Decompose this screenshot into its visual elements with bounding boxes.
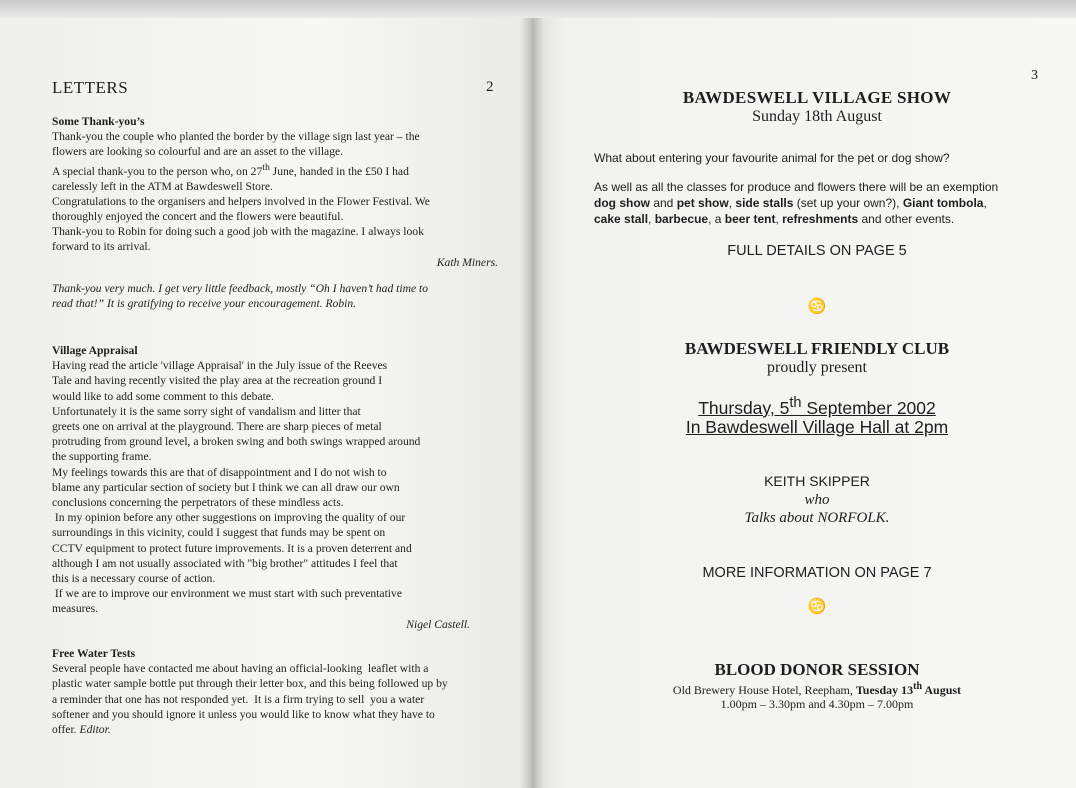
- letter-line: forward to its arrival.: [52, 240, 151, 254]
- letter-signature: Editor.: [79, 723, 111, 737]
- text-fragment: September 2002: [801, 397, 936, 418]
- letter-line: CCTV equipment to protect future improvements. It is a proven deterrent and: [52, 541, 412, 555]
- reply-line: read that!” It is gratifying to receive your encouragement. Robin.: [52, 297, 357, 311]
- text-fragment: A special thank-you to the person who, on 27: [52, 164, 263, 178]
- text-fragment: Old Brewery House Hotel, Reepham,: [672, 683, 856, 697]
- letter-line: a reminder that one has not responded yet. It is a firm trying to sell you a water: [52, 692, 425, 706]
- show-pet-line: What about entering your favourite animal for the pet or dog show?: [594, 151, 950, 165]
- club-title: BAWDESWELL FRIENDLY CLUB: [684, 339, 950, 358]
- club-more-info: MORE INFORMATION ON PAGE 7: [702, 565, 932, 581]
- text-fragment: , a: [708, 212, 725, 226]
- ornament-icon: ♋: [807, 599, 827, 615]
- letter-line: If we are to improve our environment we must start with such preventative: [52, 587, 402, 601]
- highlight-pet-show: pet show: [676, 196, 729, 210]
- text-fragment: June, handed in the £50 I had: [269, 164, 409, 178]
- text-fragment: and other events.: [858, 212, 955, 226]
- letter-line: My feelings towards this are that of disappointment and I do not wish to: [52, 465, 387, 479]
- letter-line: Several people have contacted me about having an official-looking leaflet with a: [52, 662, 429, 676]
- scan-top-edge: [0, 0, 1076, 20]
- superscript: th: [913, 681, 923, 692]
- text-fragment: ,: [728, 196, 736, 210]
- letter-line: this is a necessary course of action.: [52, 572, 216, 586]
- letter-line: would like to add some comment to this debate.: [52, 389, 274, 403]
- letter-free-water-tests: [52, 646, 498, 737]
- blood-donor-title: BLOOD DONOR SESSION: [714, 660, 920, 679]
- letter-line: Unfortunately it is the same sorry sight of vandalism and litter that: [52, 404, 361, 418]
- letter-line: softener and you should ignore it unless you would like to know what they have to: [52, 707, 435, 721]
- letter-line: blame any particular section of society but I think we can all draw our own: [52, 480, 400, 494]
- letter-line: Having read the article 'village Appraisal' in the July issue of the Reeves: [52, 359, 388, 373]
- letter-line: thoroughly enjoyed the concert and the flowers were beautiful.: [52, 210, 344, 224]
- letter-heading: Some Thank-you’s: [52, 115, 145, 128]
- page-title: LETTERS: [52, 78, 129, 97]
- club-who: who: [804, 492, 830, 508]
- highlight-refreshments: refreshments: [782, 212, 859, 226]
- club-talk-topic: Talks about NORFOLK.: [744, 510, 890, 526]
- show-title: BAWDESWELL VILLAGE SHOW: [682, 88, 952, 107]
- text-fragment: As well as all the classes for produce and flowers there will be an exemption: [594, 180, 999, 194]
- letter-line: In my opinion before any other suggestions on improving the quality of our: [52, 511, 406, 525]
- letter-line: plastic water sample bottle put through their letter box, and this being followed up by: [52, 677, 448, 691]
- letter-heading: Free Water Tests: [52, 647, 136, 660]
- show-details-note: FULL DETAILS ON PAGE 5: [727, 243, 907, 259]
- club-subtitle: proudly present: [767, 359, 867, 376]
- letter-line: the supporting frame.: [52, 450, 152, 464]
- superscript: th: [262, 161, 270, 173]
- page-number: 2: [486, 79, 494, 95]
- highlight-side-stalls: side stalls: [735, 196, 794, 210]
- text-fragment: Thursday, 5: [698, 397, 790, 418]
- letter-body: [52, 661, 498, 722]
- editor-reply: [52, 281, 492, 311]
- text-fragment: offer.: [52, 723, 80, 737]
- superscript: th: [789, 395, 802, 411]
- text-fragment: ,: [648, 212, 655, 226]
- club-venue: In Bawdeswell Village Hall at 2pm: [685, 417, 949, 437]
- highlight-beer-tent: beer tent: [724, 212, 776, 226]
- text-fragment: ,: [775, 212, 783, 226]
- highlight-barbecue: barbecue: [654, 212, 709, 226]
- letter-line: Thank-you to Robin for doing such a good job with the magazine. I always look: [52, 225, 424, 239]
- blood-donor-venue: [592, 681, 1042, 698]
- text-fragment: Tuesday 13: [855, 683, 914, 697]
- letter-line: surroundings in this vicinity, could I suggest that funds may be spent on: [52, 526, 386, 540]
- letter-body: [52, 358, 498, 616]
- letter-line: carelessly left in the ATM at Bawdeswell Store.: [52, 179, 273, 193]
- letter-thank-yous: [52, 114, 498, 270]
- letter-line: Thank-you the couple who planted the border by the village sign last year – the: [52, 130, 420, 144]
- text-fragment: August: [922, 683, 962, 697]
- page-number: 3: [1031, 68, 1038, 83]
- letter-line: measures.: [52, 602, 99, 616]
- show-classes-text: [594, 179, 1044, 227]
- blood-donor-times: 1.00pm – 3.30pm and 4.30pm – 7.00pm: [720, 697, 914, 711]
- ornament-icon: ♋: [807, 299, 827, 315]
- letter-line: conclusions concerning the perpetrators of these mindless acts.: [52, 496, 344, 510]
- highlight-giant-tombola: Giant tombola: [902, 196, 984, 210]
- text-fragment: and: [650, 196, 677, 210]
- letter-line: [52, 722, 498, 737]
- book-spine-shadow: [520, 18, 544, 788]
- club-date: [592, 395, 1042, 419]
- highlight-cake-stall: cake stall: [594, 212, 649, 226]
- highlight-dog-show: dog show: [594, 196, 650, 210]
- letter-line: greets one on arrival at the playground. There are sharp pieces of metal: [52, 420, 382, 434]
- letter-line: although I am not usually associated with "big brother" attitudes I feel that: [52, 556, 398, 570]
- letter-signature: Nigel Castell.: [406, 617, 470, 631]
- text-fragment: ,: [983, 196, 987, 210]
- letter-heading: Village Appraisal: [52, 344, 138, 357]
- club-speaker: KEITH SKIPPER: [764, 473, 870, 489]
- letter-line: Congratulations to the organisers and helpers involved in the Flower Festival. We: [52, 194, 430, 208]
- text-fragment: (set up your own?),: [793, 196, 903, 210]
- letter-village-appraisal: [52, 343, 498, 632]
- letter-line: [52, 160, 498, 179]
- letter-signature: Kath Miners.: [436, 255, 498, 269]
- show-date: Sunday 18th August: [752, 108, 882, 125]
- reply-line: Thank-you very much. I get very little feedback, mostly “Oh I haven’t had time to: [52, 282, 429, 295]
- letter-line: flowers are looking so colourful and are an asset to the village.: [52, 145, 344, 159]
- letter-line: Tale and having recently visited the play area at the recreation ground I: [52, 374, 383, 388]
- letter-line: protruding from ground level, a broken swing and both swings wrapped around: [52, 435, 421, 449]
